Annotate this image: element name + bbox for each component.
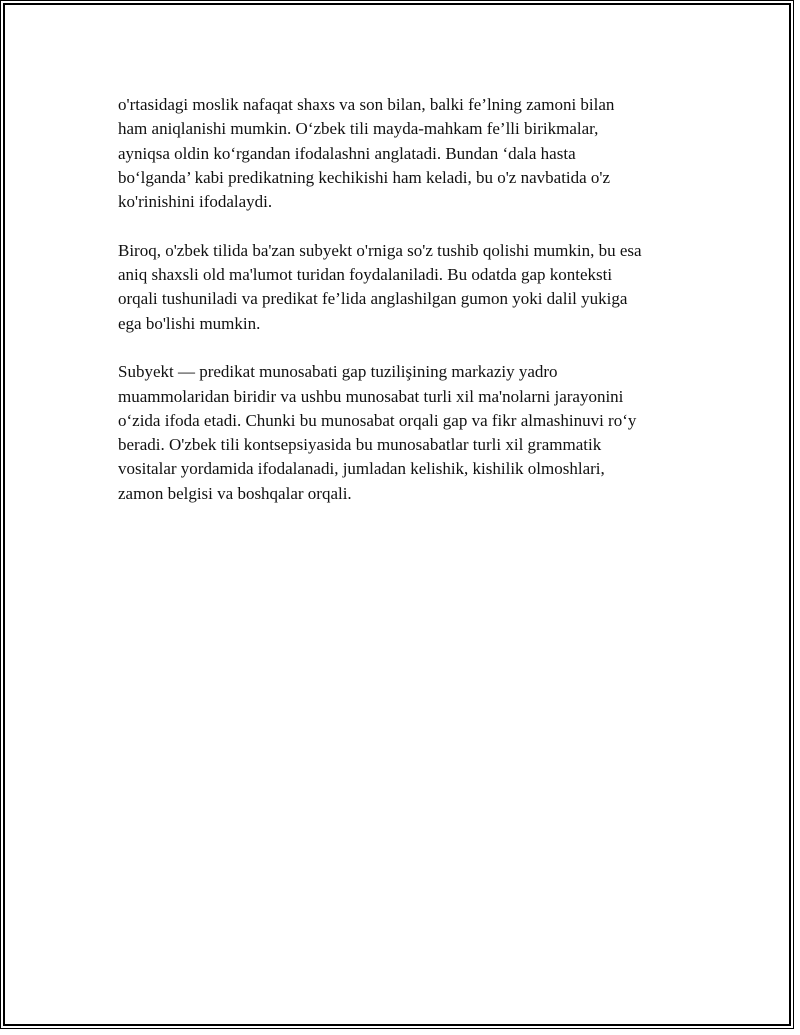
text-line: ko'rinishini ifodalaydi. (118, 192, 273, 212)
text-line: Subyekt — predikat munosabati gap tuzilişining markaziy yadro (118, 362, 558, 382)
paragraph (118, 360, 688, 506)
text-line: beradi. O'zbek tili kontsepsiyasida bu munosabatlar turli xil grammatik (118, 435, 602, 455)
text-line: orqali tushuniladi va predikat fe’lida anglashilgan gumon yoki dalil yukiga (118, 289, 628, 309)
text-line: ayniqsa oldin ko‘rgandan ifodalashni anglatadi. Bundan ‘dala hasta (118, 143, 576, 163)
text-line: bo‘lganda’ kabi predikatning kechikishi ham keladi, bu o'z navbatida o'z (118, 167, 611, 187)
text-line: vositalar yordamida ifodalanadi, jumladan kelishik, kishilik olmoshlari, (118, 459, 605, 479)
text-line: o'rtasidagi moslik nafaqat shaxs va son bilan, balki fe’lning zamoni bilan (118, 95, 615, 114)
text-line: Biroq, o'zbek tilida ba'zan subyekt o'rniga so'z tushib qolishi mumkin, bu esa (118, 240, 642, 260)
text-line: zamon belgisi va boshqalar orqali. (118, 483, 352, 503)
paragraph (118, 239, 688, 336)
text-line: aniq shaxsli old ma'lumot turidan foydalaniladi. Bu odatda gap konteksti (118, 265, 613, 285)
text-line: muammolaridan biridir va ushbu munosabat turli xil ma'nolarni jarayonini (118, 386, 624, 406)
document-body (118, 93, 688, 530)
text-line: o‘zida ifoda etadi. Chunki bu munosabat orqali gap va fikr almashinuvi ro‘y (118, 410, 637, 430)
text-line: ega bo'lishi mumkin. (118, 313, 261, 333)
paragraph (118, 93, 688, 214)
text-line: ham aniqlanishi mumkin. O‘zbek tili mayda-mahkam fe’lli birikmalar, (118, 119, 599, 139)
